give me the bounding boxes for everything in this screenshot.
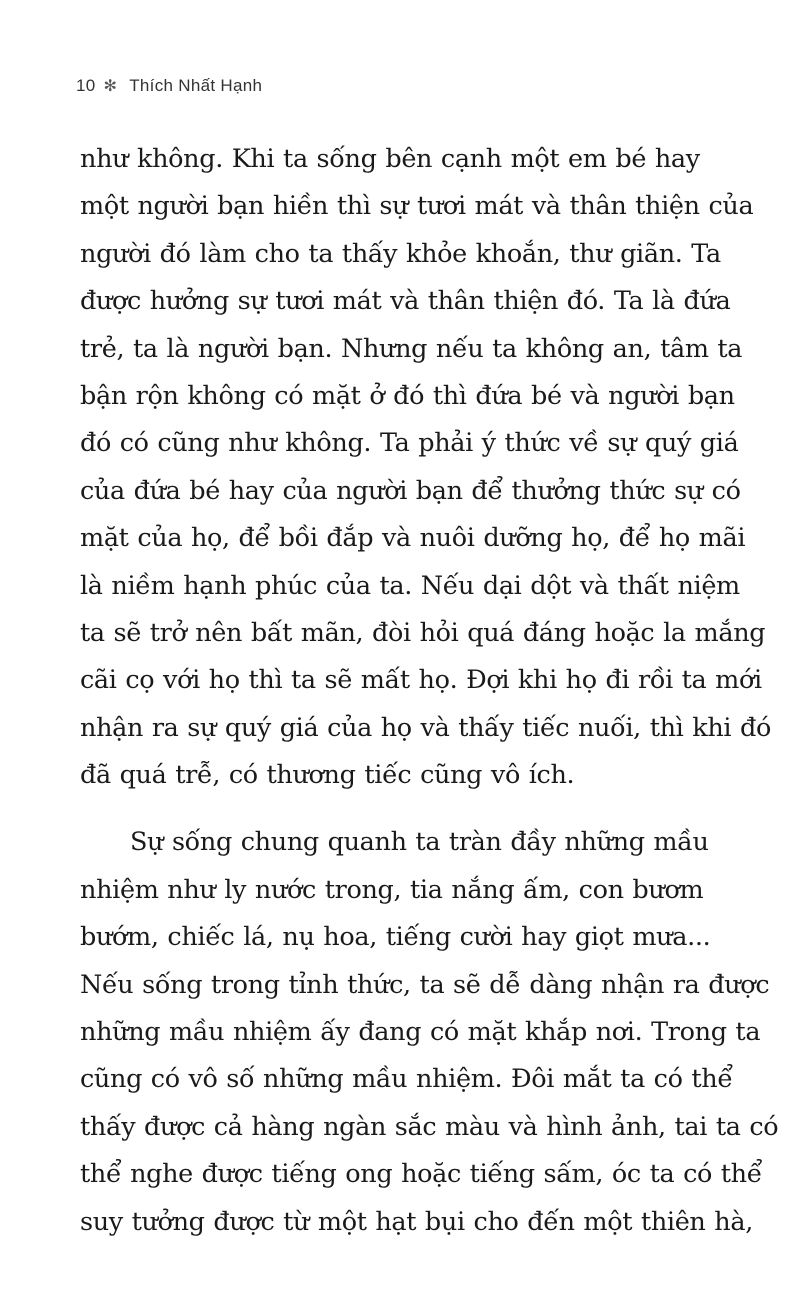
text-line: suy tưởng được từ một hạt bụi cho đến một thiên hà, <box>80 1206 753 1237</box>
text-line: những mầu nhiệm ấy đang có mặt khắp nơi. Trong ta <box>80 1017 761 1048</box>
running-header <box>76 72 262 100</box>
text-line: của đứa bé hay của người bạn để thưởng thức sự có <box>80 475 741 506</box>
lotus-icon: ✻ <box>103 78 118 95</box>
text-line: bận rộn không có mặt ở đó thì đứa bé và người bạn <box>80 380 735 411</box>
text-line: nhận ra sự quý giá của họ và thấy tiếc nuối, thì khi đó <box>80 712 771 743</box>
paragraph-2 <box>80 819 779 1246</box>
text-line: thể nghe được tiếng ong hoặc tiếng sấm, óc ta có thể <box>80 1159 763 1190</box>
text-line: cãi cọ với họ thì ta sẽ mất họ. Đợi khi họ đi rồi ta mới <box>80 665 762 696</box>
text-line: đã quá trễ, có thương tiếc cũng vô ích. <box>80 760 575 791</box>
text-line: là niềm hạnh phúc của ta. Nếu dại dột và thất niệm <box>80 570 740 601</box>
text-line: được hưởng sự tươi mát và thân thiện đó. Ta là đứa <box>80 286 731 317</box>
text-line: người đó làm cho ta thấy khỏe khoắn, thư giãn. Ta <box>80 238 721 269</box>
text-line: ta sẽ trở nên bất mãn, đòi hỏi quá đáng hoặc la mắng <box>80 617 766 648</box>
text-line: đó có cũng như không. Ta phải ý thức về sự quý giá <box>80 428 739 459</box>
paragraph-1 <box>80 136 771 799</box>
text-line: trẻ, ta là người bạn. Nhưng nếu ta không an, tâm ta <box>80 333 743 364</box>
text-line: Sự sống chung quanh ta tràn đầy những mầu <box>130 827 709 858</box>
text-line: cũng có vô số những mầu nhiệm. Đôi mắt ta có thể <box>80 1064 733 1095</box>
body-text <box>80 136 779 1246</box>
text-line: bướm, chiếc lá, nụ hoa, tiếng cười hay giọt mưa... <box>80 922 711 953</box>
text-line: một người bạn hiền thì sự tươi mát và thân thiện của <box>80 191 754 222</box>
text-line: nhiệm như ly nước trong, tia nắng ấm, con bươm <box>80 874 704 905</box>
page-number: 10 <box>76 76 96 95</box>
text-line: thấy được cả hàng ngàn sắc màu và hình ảnh, tai ta có <box>80 1111 779 1142</box>
text-line: mặt của họ, để bồi đắp và nuôi dưỡng họ, để họ mãi <box>80 523 746 554</box>
paragraph-gap <box>80 799 730 819</box>
text-line: như không. Khi ta sống bên cạnh một em bé hay <box>80 144 700 174</box>
text-line: Nếu sống trong tỉnh thức, ta sẽ dễ dàng nhận ra được <box>80 969 770 1000</box>
author-name: Thích Nhất Hạnh <box>129 76 263 95</box>
